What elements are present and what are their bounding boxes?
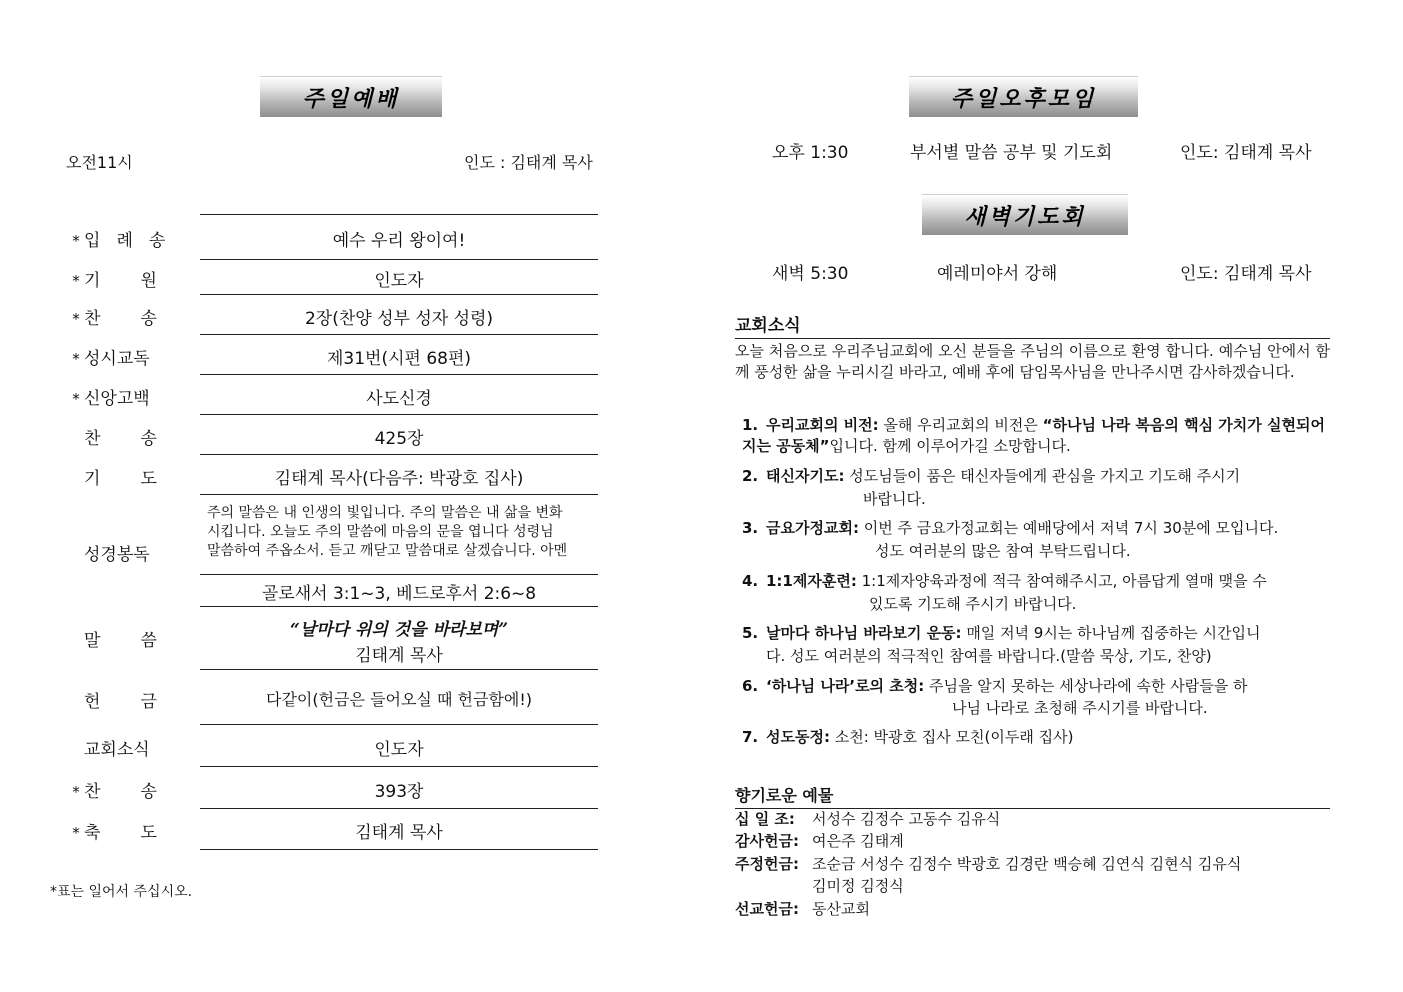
offering-label: 십 일 조: [735, 810, 795, 828]
order-value: 다같이(헌금은 들어오실 때 헌금함에!) [266, 690, 532, 709]
order-value: 제31번(시편 68편) [326, 349, 472, 369]
order-label: * 축 도 [72, 823, 157, 843]
news-item: 2. 태신자기도: 성도님들이 품은 태신자들에게 관심을 가지고 기도해 주시기 [742, 467, 1241, 485]
table-rule [200, 414, 598, 415]
news-item: 4. 1:1제자훈련: 1:1제자양육과정에 적극 참여해주시고, 아름답게 열매 맺을 수 [742, 572, 1267, 590]
table-rule [200, 669, 598, 670]
news-item-cont: 다. 성도 여러분의 적극적인 참여를 바랍니다.(말씀 묵상, 기도, 찬양) [766, 647, 1212, 665]
news-item-cont: 성도 여러분의 많은 참여 부탁드립니다. [875, 542, 1131, 560]
afternoon-leader: 인도: 김태계 목사 [1180, 143, 1312, 163]
table-rule [200, 606, 598, 607]
worship-leader: 인도 : 김태계 목사 [464, 153, 593, 172]
news-item: 3. 금요가정교회: 이번 주 금요가정교회는 예배당에서 저녁 7시 30분에 모입니다. [742, 519, 1279, 537]
table-rule [200, 214, 598, 215]
table-rule [200, 494, 598, 495]
order-label: 교회소식 [84, 740, 150, 760]
news-item: 5. 날마다 하나님 바라보기 운동: 매일 저녁 9시는 하나님께 집중하는 시간입니 [742, 624, 1261, 642]
news-item: 7. 성도동정: 소천: 박광호 집사 모친(이두래 집사) [742, 728, 1074, 746]
offering-label: 감사헌금: [735, 832, 799, 850]
standing-footnote: *표는 일어서 주십시오. [50, 884, 193, 900]
table-rule [200, 766, 598, 767]
order-label: * 성시교독 [72, 349, 150, 369]
order-value: 예수 우리 왕이여! [332, 231, 466, 251]
order-label: 성경봉독 [84, 545, 150, 565]
welcome-text: 오늘 처음으로 우리주님교회에 오신 분들을 주님의 이름으로 환영 합니다. 예수님 안에서 함께 풍성한 삶을 누리시길 바라고, 예배 후에 담임목사님을 만나주시면 감사하겠습니다. [735, 342, 1330, 381]
order-label: * 신앙고백 [72, 389, 150, 409]
table-rule [200, 574, 598, 575]
sermon-title: “날마다 위의 것을 바라보며” [290, 620, 508, 640]
sermon-preacher: 김태계 목사 [355, 646, 443, 666]
scripture-reference: 골로새서 3:1~3, 베드로후서 2:6~8 [261, 584, 537, 604]
order-value: 인도자 [374, 740, 424, 760]
offering-title: 향기로운 예물 [735, 783, 1330, 809]
dawn-banner: 새벽기도회 [922, 194, 1128, 235]
afternoon-banner: 주일오후모임 [909, 76, 1138, 117]
news-item: 1. 우리교회의 비전: 올해 우리교회의 비전은 “하나님 나라 복음의 핵심 가치가 실현되어지는 공동체”입니다. 함께 이루어가길 소망합니다. [742, 416, 1325, 455]
table-rule [200, 849, 598, 850]
order-label: * 찬 송 [72, 782, 157, 802]
news-item-cont: 있도록 기도해 주시기 바랍니다. [869, 595, 1077, 613]
afternoon-time: 오후 1:30 [772, 143, 849, 163]
dawn-leader: 인도: 김태계 목사 [1180, 264, 1312, 284]
order-label: 말 씀 [84, 631, 157, 651]
scripture-prayer: 주의 말씀은 내 인생의 빛입니다. 주의 말씀은 내 삶을 변화 시킵니다. 오늘도 주의 말씀에 마음의 문을 엽니다 성령님 말씀하여 주옵소서. 듣고 깨닫고 말씀대로 살겠습니다. 아멘 [207, 505, 568, 559]
offering-label: 주정헌금: [735, 855, 799, 873]
order-label: 기 도 [84, 469, 157, 489]
order-value: 김태계 목사(다음주: 박광호 집사) [274, 469, 524, 489]
offering-names: 조순금 서성수 김정수 박광호 김경란 백승혜 김연식 김현식 김유식 [812, 855, 1242, 873]
news-item: 6. ‘하나님 나라’로의 초청: 주님을 알지 못하는 세상나라에 속한 사람들을 하 [742, 677, 1248, 695]
order-value: 인도자 [374, 271, 424, 291]
order-label: * 기 원 [72, 271, 157, 291]
offering-names: 김미정 김정식 [812, 877, 904, 895]
table-rule [200, 808, 598, 809]
table-rule [200, 454, 598, 455]
worship-time: 오전11시 [66, 153, 133, 172]
offering-names: 서성수 김정수 고동수 김유식 [812, 810, 1001, 828]
afternoon-desc: 부서별 말씀 공부 및 기도회 [910, 143, 1113, 163]
order-label: * 입 례 송 [72, 231, 166, 251]
news-item-cont: 바랍니다. [863, 490, 926, 508]
order-value: 2장(찬양 성부 성자 성령) [304, 309, 494, 329]
dawn-desc: 예레미야서 강해 [937, 264, 1058, 284]
offering-names: 여은주 김태계 [812, 832, 904, 850]
table-rule [200, 374, 598, 375]
order-value: 393장 [374, 782, 424, 802]
worship-banner: 주일예배 [260, 76, 442, 117]
table-rule [200, 334, 598, 335]
order-value: 김태계 목사 [355, 823, 443, 843]
table-rule [200, 724, 598, 725]
order-value: 사도신경 [366, 389, 432, 409]
table-rule [200, 259, 598, 260]
news-title: 교회소식 [735, 311, 1330, 339]
offering-names: 동산교회 [812, 900, 870, 918]
offering-label: 선교헌금: [735, 900, 799, 918]
order-label: * 찬 송 [72, 309, 157, 329]
order-label: 헌 금 [84, 692, 157, 712]
table-rule [200, 294, 598, 295]
news-item-cont: 나님 나라로 초청해 주시기를 바랍니다. [952, 699, 1208, 717]
order-label: 찬 송 [84, 429, 157, 449]
dawn-time: 새벽 5:30 [772, 264, 849, 284]
order-value: 425장 [374, 429, 424, 449]
